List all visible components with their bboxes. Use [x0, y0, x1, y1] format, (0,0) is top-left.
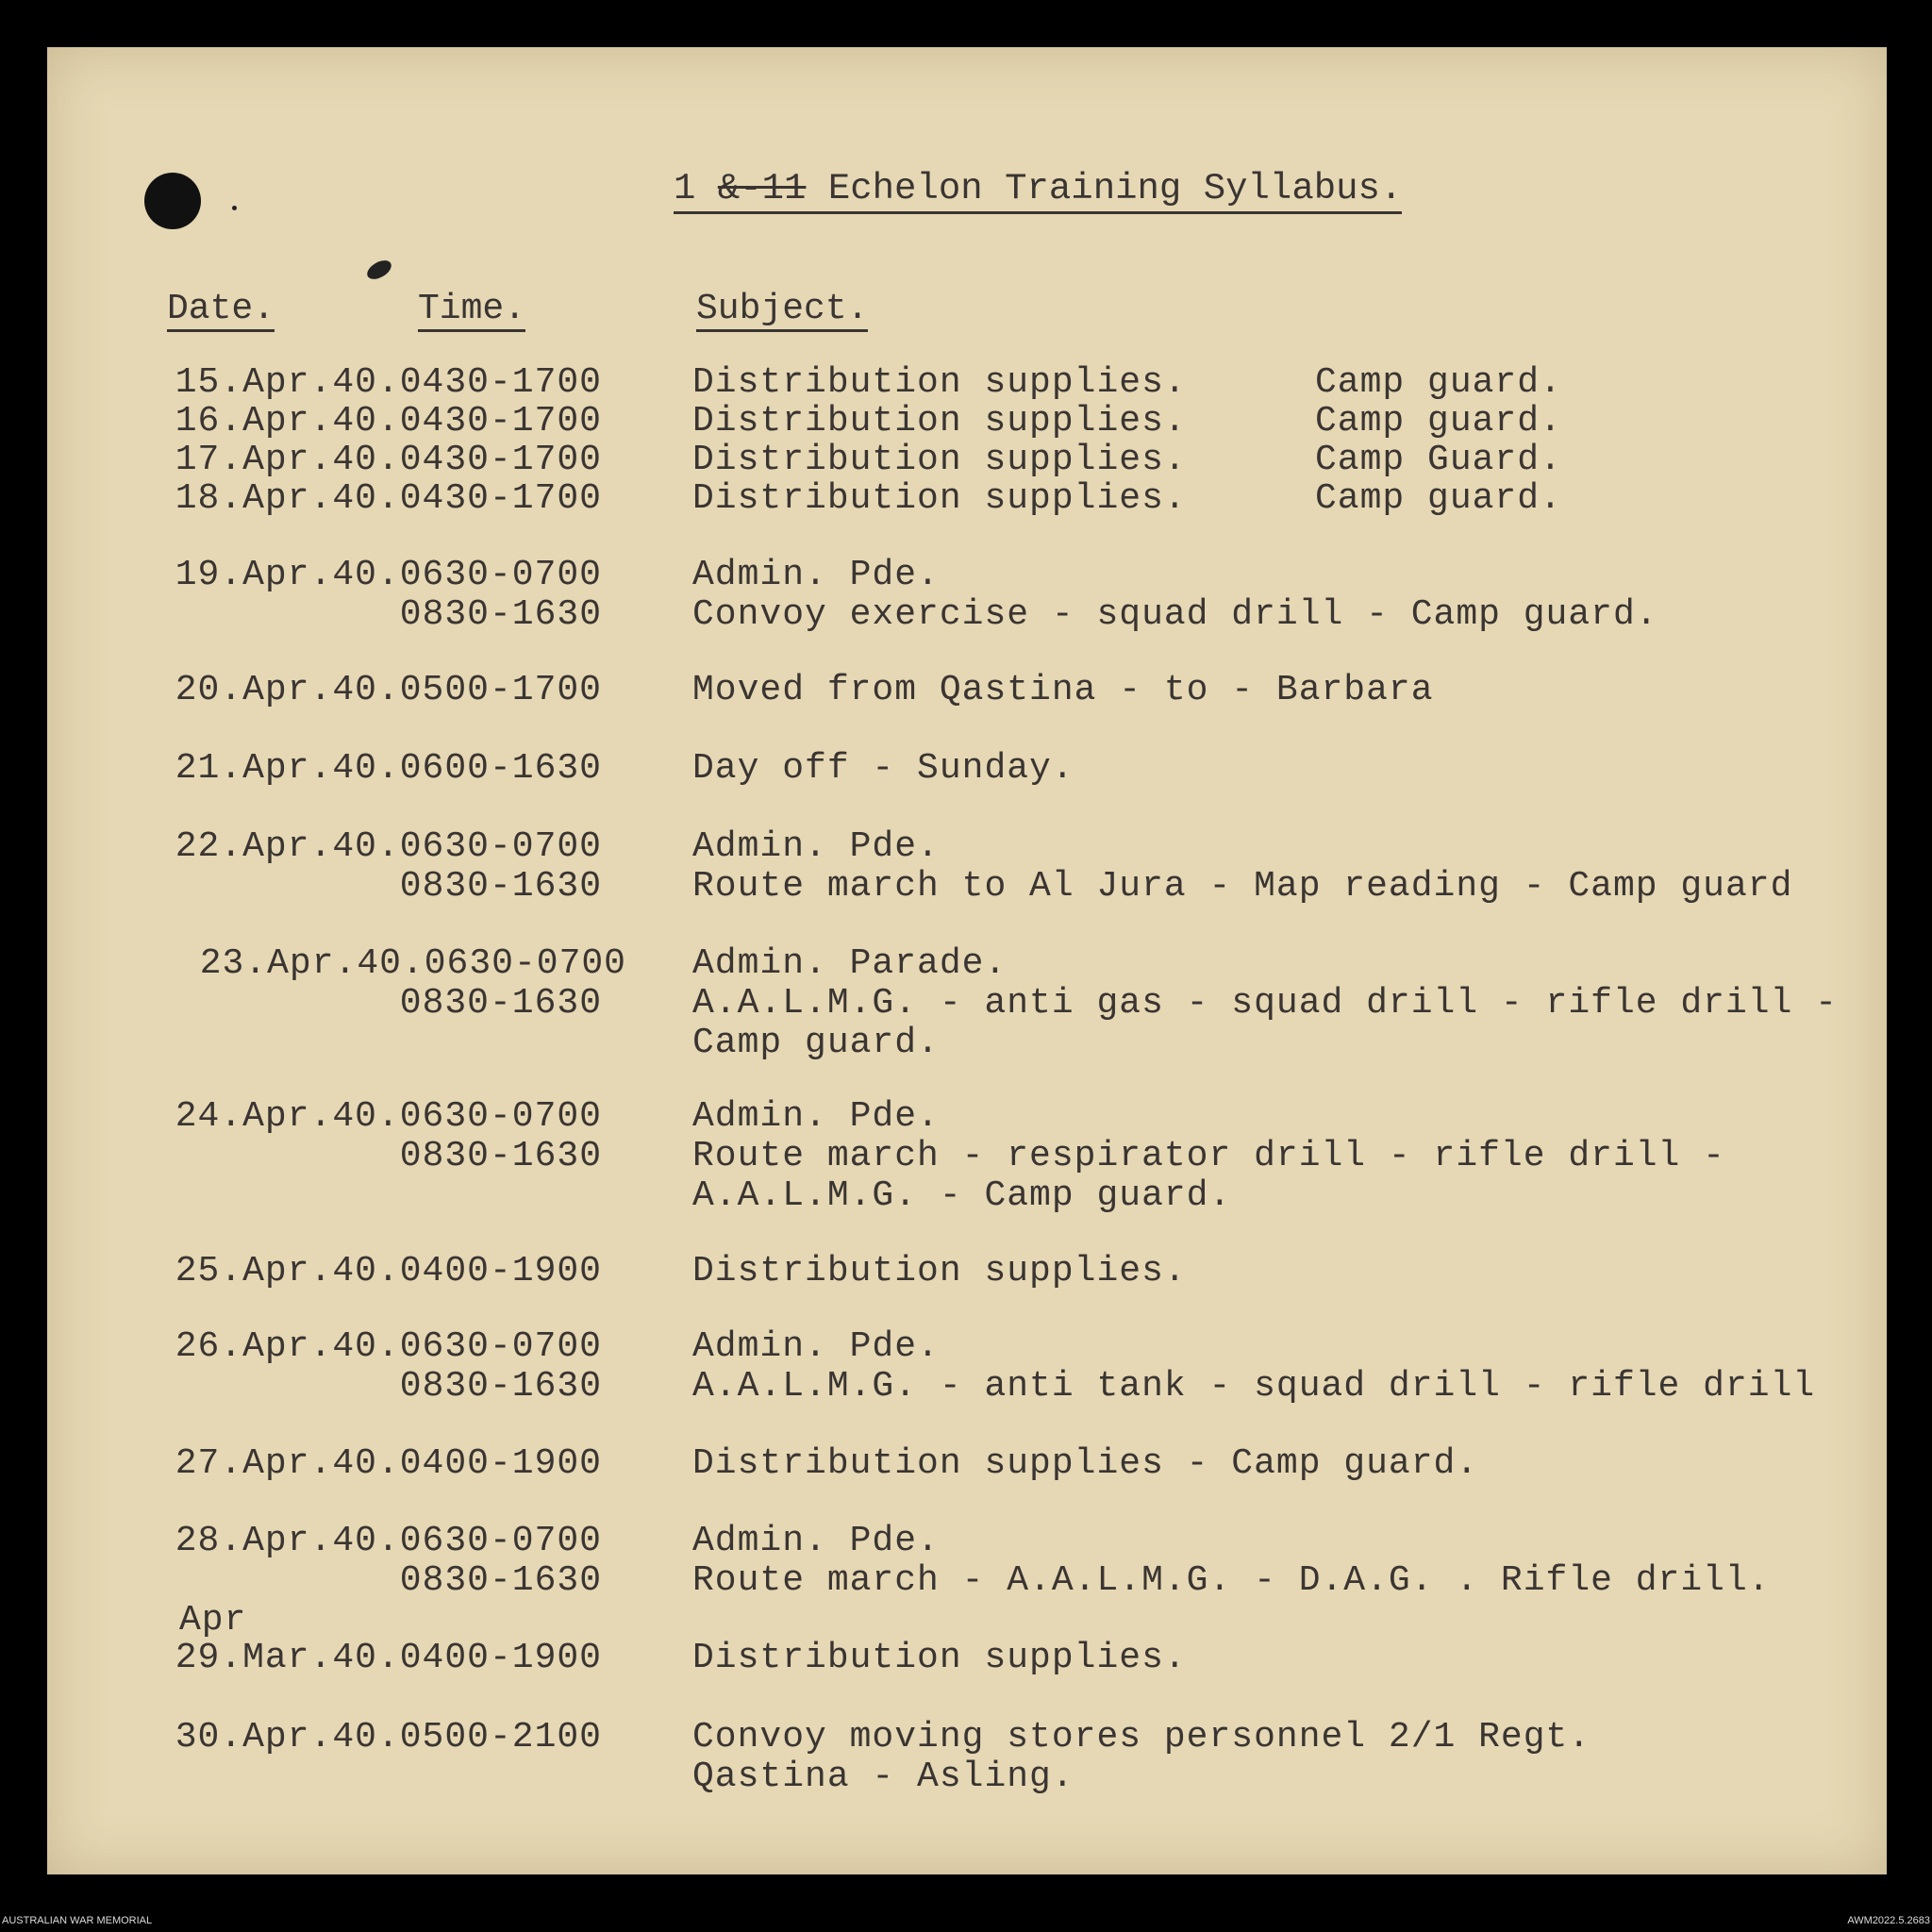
- entry-subject: Admin. Pde.: [692, 1521, 940, 1561]
- entry-subject: Admin. Pde.: [692, 826, 940, 867]
- entry-date: 23.Apr.40.0630-0700: [199, 943, 626, 984]
- entry-extra: Camp guard.: [1315, 362, 1562, 403]
- entry-subject: Route march - A.A.L.M.G. - D.A.G. . Rifle drill.: [692, 1560, 1771, 1601]
- entry-extra: Camp guard.: [1315, 401, 1562, 441]
- punch-hole: [144, 173, 201, 229]
- entry-subject: Qastina - Asling.: [692, 1757, 1074, 1797]
- entry-date: 28.Apr.40.0630-0700: [175, 1521, 602, 1561]
- entry-time: 0830-1630: [399, 594, 602, 635]
- entry-time: 0830-1630: [399, 1560, 602, 1601]
- footer-id: AWM2022.5.2683: [1847, 1915, 1930, 1926]
- document-title: [674, 168, 1402, 214]
- entry-time: 0830-1630: [399, 1366, 602, 1407]
- entry-extra: Camp Guard.: [1315, 440, 1562, 480]
- entry-subject: Admin. Pde.: [692, 1096, 940, 1137]
- entry-time: 0830-1630: [399, 866, 602, 907]
- title-struck-text: &-11: [717, 168, 807, 209]
- entry-date: 18.Apr.40.0430-1700: [175, 478, 602, 519]
- entry-subject: Distribution supplies.: [692, 478, 1187, 519]
- entry-date: 21.Apr.40.0600-1630: [175, 748, 602, 789]
- header-time: Time.: [418, 289, 525, 332]
- entry-subject: Route march - respirator drill - rifle drill -: [692, 1136, 1725, 1176]
- entry-subject: Distribution supplies.: [692, 362, 1187, 403]
- ink-mark: [364, 257, 394, 283]
- entry-subject: A.A.L.M.G. - anti tank - squad drill - rifle drill: [692, 1366, 1816, 1407]
- entry-subject: Distribution supplies - Camp guard.: [692, 1443, 1479, 1484]
- entry-date: 27.Apr.40.0400-1900: [175, 1443, 602, 1484]
- entry-date: 26.Apr.40.0630-0700: [175, 1326, 602, 1367]
- entry-correction: Apr: [179, 1600, 247, 1641]
- entry-subject: Distribution supplies.: [692, 401, 1187, 441]
- header-date: Date.: [167, 289, 275, 332]
- footer-source: AUSTRALIAN WAR MEMORIAL: [2, 1915, 153, 1926]
- entry-date: 29.Mar.40.0400-1900: [175, 1638, 602, 1678]
- entry-date: 16.Apr.40.0430-1700: [175, 401, 602, 441]
- entry-subject: Distribution supplies.: [692, 1251, 1187, 1291]
- header-subject: Subject.: [696, 289, 868, 332]
- entry-date: 15.Apr.40.0430-1700: [175, 362, 602, 403]
- entry-date: 24.Apr.40.0630-0700: [175, 1096, 602, 1137]
- entry-date: 19.Apr.40.0630-0700: [175, 555, 602, 595]
- entry-subject: A.A.L.M.G. - Camp guard.: [692, 1175, 1232, 1216]
- entry-subject: Day off - Sunday.: [692, 748, 1074, 789]
- entry-subject: Moved from Qastina - to - Barbara: [692, 670, 1434, 710]
- entry-subject: Convoy exercise - squad drill - Camp guard.: [692, 594, 1658, 635]
- entry-extra: Camp guard.: [1315, 478, 1562, 519]
- entry-time: 0830-1630: [399, 983, 602, 1024]
- entry-date: 20.Apr.40.0500-1700: [175, 670, 602, 710]
- entry-subject: Convoy moving stores personnel 2/1 Regt.: [692, 1717, 1591, 1757]
- entry-subject: Distribution supplies.: [692, 1638, 1187, 1678]
- entry-subject: Camp guard.: [692, 1023, 940, 1063]
- entry-subject: Admin. Pde.: [692, 1326, 940, 1367]
- entry-date: 30.Apr.40.0500-2100: [175, 1717, 602, 1757]
- title-number: 1: [674, 168, 696, 209]
- entry-date: 17.Apr.40.0430-1700: [175, 440, 602, 480]
- entry-date: 25.Apr.40.0400-1900: [175, 1251, 602, 1291]
- entry-date: 22.Apr.40.0630-0700: [175, 826, 602, 867]
- document-page: [47, 47, 1887, 1874]
- entry-subject: Admin. Parade.: [692, 943, 1008, 984]
- entry-subject: Route march to Al Jura - Map reading - Camp guard: [692, 866, 1793, 907]
- title-text: Echelon Training Syllabus.: [827, 168, 1403, 209]
- entry-subject: Admin. Pde.: [692, 555, 940, 595]
- entry-subject: Distribution supplies.: [692, 440, 1187, 480]
- ink-dot: [232, 206, 237, 210]
- entry-subject: A.A.L.M.G. - anti gas - squad drill - rifle drill -: [692, 983, 1838, 1024]
- entry-time: 0830-1630: [399, 1136, 602, 1176]
